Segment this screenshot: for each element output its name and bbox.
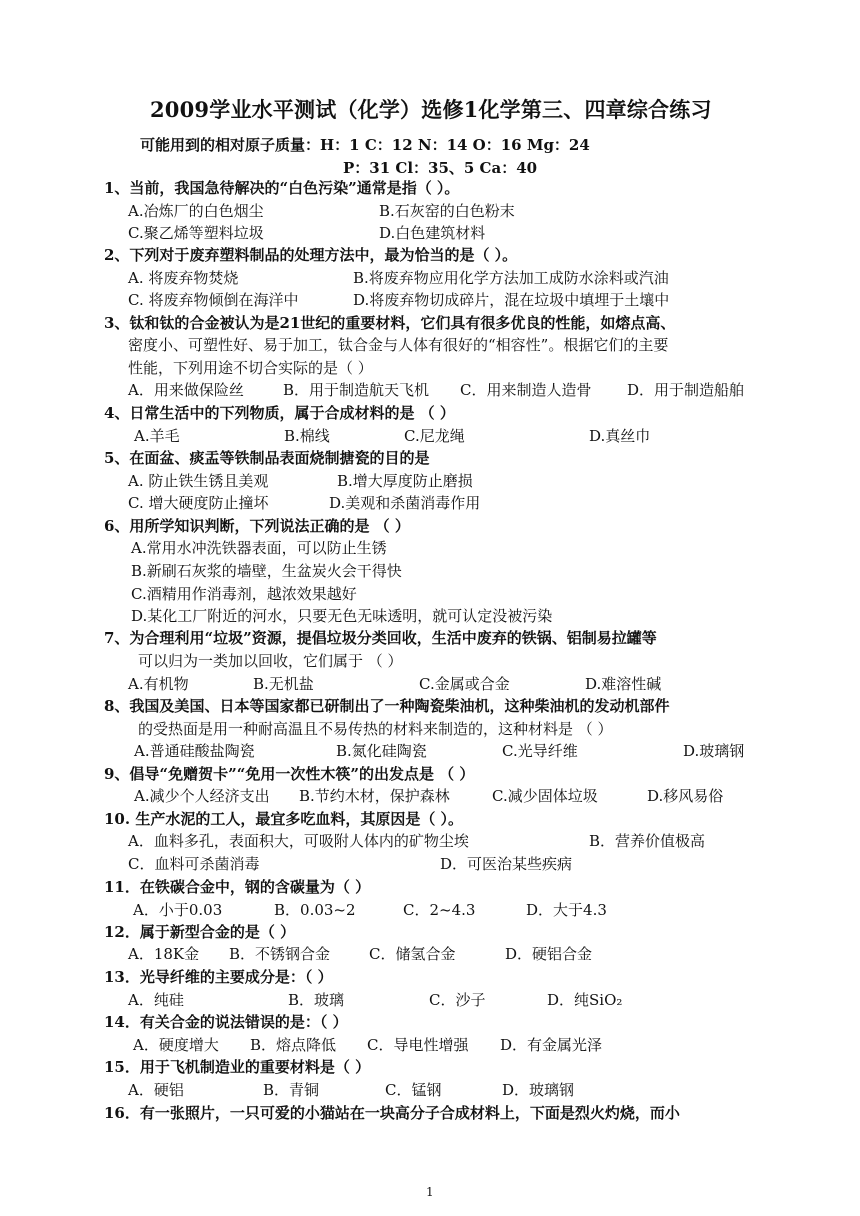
question-12-option-c: C．储氢合金 bbox=[369, 945, 456, 963]
question-9-option-d: D.移风易俗 bbox=[647, 787, 724, 805]
question-9-stem: 9、倡导“免赠贺卡”“免用一次性木筷”的出发点是 （ ） bbox=[104, 765, 475, 783]
question-2-option-b: B.将废弃物应用化学方法加工成防水涂料或汽油 bbox=[353, 269, 669, 287]
question-4-option-a: A.羊毛 bbox=[134, 427, 180, 445]
question-7-stem-line-1: 7、为合理利用“垃圾”资源，提倡垃圾分类回收，生活中废弃的铁锅、铝制易拉罐等 bbox=[104, 629, 657, 647]
question-6-option-d: D.某化工厂附近的河水，只要无色无味透明，就可认定没被污染 bbox=[131, 607, 553, 625]
question-11-stem: 11．在铁碳合金中，钢的含碳量为（ ） bbox=[104, 878, 371, 896]
question-3-option-b: B．用于制造航天飞机 bbox=[283, 381, 430, 399]
question-5-option-d: D.美观和杀菌消毒作用 bbox=[329, 494, 481, 512]
question-7-option-a: A.有机物 bbox=[128, 675, 189, 693]
question-3-option-c: C．用来制造人造骨 bbox=[460, 381, 592, 399]
question-14-stem: 14．有关合金的说法错误的是：（ ） bbox=[104, 1013, 348, 1031]
question-3-option-d: D．用于制造船舶 bbox=[627, 381, 745, 399]
question-15-option-b: B．青铜 bbox=[263, 1081, 320, 1099]
question-5-option-b: B.增大厚度防止磨损 bbox=[337, 472, 473, 490]
question-14-option-b: B．熔点降低 bbox=[250, 1036, 337, 1054]
question-15-option-d: D．玻璃钢 bbox=[502, 1081, 575, 1099]
question-13-option-c: C．沙子 bbox=[429, 991, 486, 1009]
question-8-option-a: A.普通硅酸盐陶瓷 bbox=[134, 742, 255, 760]
question-11-option-c: C．2~4.3 bbox=[403, 901, 476, 919]
question-10-option-b: B．营养价值极高 bbox=[589, 832, 706, 850]
question-15-option-c: C．锰钢 bbox=[385, 1081, 442, 1099]
page-title: 2009学业水平测试（化学）选修1化学第三、四章综合练习 bbox=[150, 97, 712, 122]
question-10-option-c: C．血料可杀菌消毒 bbox=[128, 855, 260, 873]
question-3-stem-line-2: 密度小、可塑性好、易于加工，钛合金与人体有很好的“相容性”。根据它们的主要 bbox=[128, 336, 669, 354]
question-6-option-a: A.常用水冲洗铁器表面，可以防止生锈 bbox=[131, 539, 387, 557]
question-2-stem: 2、下列对于废弃塑料制品的处理方法中，最为恰当的是（ ）。 bbox=[104, 246, 518, 264]
question-13-option-b: B．玻璃 bbox=[288, 991, 345, 1009]
question-4-option-b: B.棉线 bbox=[284, 427, 330, 445]
question-8-stem-line-2: 的受热面是用一种耐高温且不易传热的材料来制造的，这种材料是 （ ） bbox=[138, 720, 613, 738]
question-3-option-a: A．用来做保险丝 bbox=[128, 381, 244, 399]
question-13-option-a: A．纯硅 bbox=[128, 991, 184, 1009]
question-5-option-c: C. 增大硬度防止撞坏 bbox=[128, 494, 269, 512]
question-2-option-a: A. 将废弃物焚烧 bbox=[128, 269, 239, 287]
question-12-option-a: A．18K金 bbox=[128, 945, 200, 963]
question-8-option-d: D.玻璃钢 bbox=[683, 742, 745, 760]
question-11-option-b: B．0.03~2 bbox=[274, 901, 356, 919]
question-3-stem-line-1: 3、钛和钛的合金被认为是21世纪的重要材料，它们具有很多优良的性能，如熔点高、 bbox=[104, 314, 676, 332]
question-1-option-c: C.聚乙烯等塑料垃圾 bbox=[128, 224, 264, 242]
question-2-option-d: D.将废弃物切成碎片，混在垃圾中填埋于土壤中 bbox=[353, 291, 670, 309]
question-12-option-b: B．不锈钢合金 bbox=[229, 945, 331, 963]
question-6-stem: 6、用所学知识判断，下列说法正确的是 （ ） bbox=[104, 517, 410, 535]
question-8-option-b: B.氮化硅陶瓷 bbox=[336, 742, 427, 760]
question-4-option-d: D.真丝巾 bbox=[589, 427, 651, 445]
question-4-stem: 4、日常生活中的下列物质，属于合成材料的是 （ ） bbox=[104, 404, 455, 422]
question-6-option-b: B.新刷石灰浆的墙壁，生盆炭火会干得快 bbox=[131, 562, 402, 580]
question-2-option-c: C. 将废弃物倾倒在海洋中 bbox=[128, 291, 299, 309]
question-11-option-a: A．小于0.03 bbox=[133, 901, 223, 919]
question-4-option-c: C.尼龙绳 bbox=[404, 427, 465, 445]
question-1-option-a: A.冶炼厂的白色烟尘 bbox=[128, 202, 264, 220]
question-7-option-b: B.无机盐 bbox=[253, 675, 314, 693]
question-14-option-d: D．有金属光泽 bbox=[500, 1036, 603, 1054]
question-10-option-d: D．可医治某些疾病 bbox=[440, 855, 573, 873]
question-6-option-c: C.酒精用作消毒剂，越浓效果越好 bbox=[131, 585, 357, 603]
question-8-option-c: C.光导纤维 bbox=[502, 742, 578, 760]
question-12-stem: 12．属于新型合金的是（ ） bbox=[104, 923, 296, 941]
question-9-option-b: B.节约木材，保护森林 bbox=[299, 787, 450, 805]
question-5-option-a: A. 防止铁生锈且美观 bbox=[128, 472, 269, 490]
question-7-option-d: D.难溶性碱 bbox=[585, 675, 662, 693]
question-7-option-c: C.金属或合金 bbox=[419, 675, 510, 693]
question-10-option-a: A．血料多孔，表面积大，可吸附人体内的矿物尘埃 bbox=[128, 832, 469, 850]
atomic-masses-line-2: P：31 Cl：35、5 Ca：40 bbox=[343, 159, 538, 177]
question-9-option-c: C.减少固体垃圾 bbox=[492, 787, 598, 805]
question-13-stem: 13．光导纤维的主要成分是：（ ） bbox=[104, 968, 333, 986]
question-7-stem-line-2: 可以归为一类加以回收，它们属于 （ ） bbox=[138, 652, 403, 670]
question-3-stem-line-3: 性能，下列用途不切合实际的是（ ） bbox=[128, 359, 373, 377]
question-13-option-d: D．纯SiO₂ bbox=[547, 991, 623, 1009]
question-15-stem: 15．用于飞机制造业的重要材料是（ ） bbox=[104, 1058, 371, 1076]
question-14-option-c: C．导电性增强 bbox=[367, 1036, 469, 1054]
question-1-option-d: D.白色建筑材料 bbox=[379, 224, 486, 242]
question-1-option-b: B.石灰窑的白色粉末 bbox=[379, 202, 515, 220]
atomic-masses-line-1: 可能用到的相对原子质量：H：1 C：12 N：14 O：16 Mg：24 bbox=[140, 136, 590, 154]
question-11-option-d: D．大于4.3 bbox=[526, 901, 607, 919]
question-15-option-a: A．硬铝 bbox=[128, 1081, 184, 1099]
question-5-stem: 5、在面盆、痰盂等铁制品表面烧制搪瓷的目的是 bbox=[104, 449, 430, 467]
page-number: 1 bbox=[426, 1185, 434, 1199]
question-8-stem-line-1: 8、我国及美国、日本等国家都已研制出了一种陶瓷柴油机，这种柴油机的发动机部件 bbox=[104, 697, 670, 715]
question-10-stem: 10. 生产水泥的工人，最宜多吃血料，其原因是（ ）。 bbox=[104, 810, 464, 828]
question-1-stem: 1、当前，我国急待解决的“白色污染”通常是指（ ）。 bbox=[104, 179, 460, 197]
question-9-option-a: A.减少个人经济支出 bbox=[134, 787, 270, 805]
question-16-stem: 16．有一张照片，一只可爱的小猫站在一块高分子合成材料上，下面是烈火灼烧，而小 bbox=[104, 1104, 680, 1122]
question-12-option-d: D．硬铝合金 bbox=[505, 945, 593, 963]
question-14-option-a: A．硬度增大 bbox=[133, 1036, 219, 1054]
